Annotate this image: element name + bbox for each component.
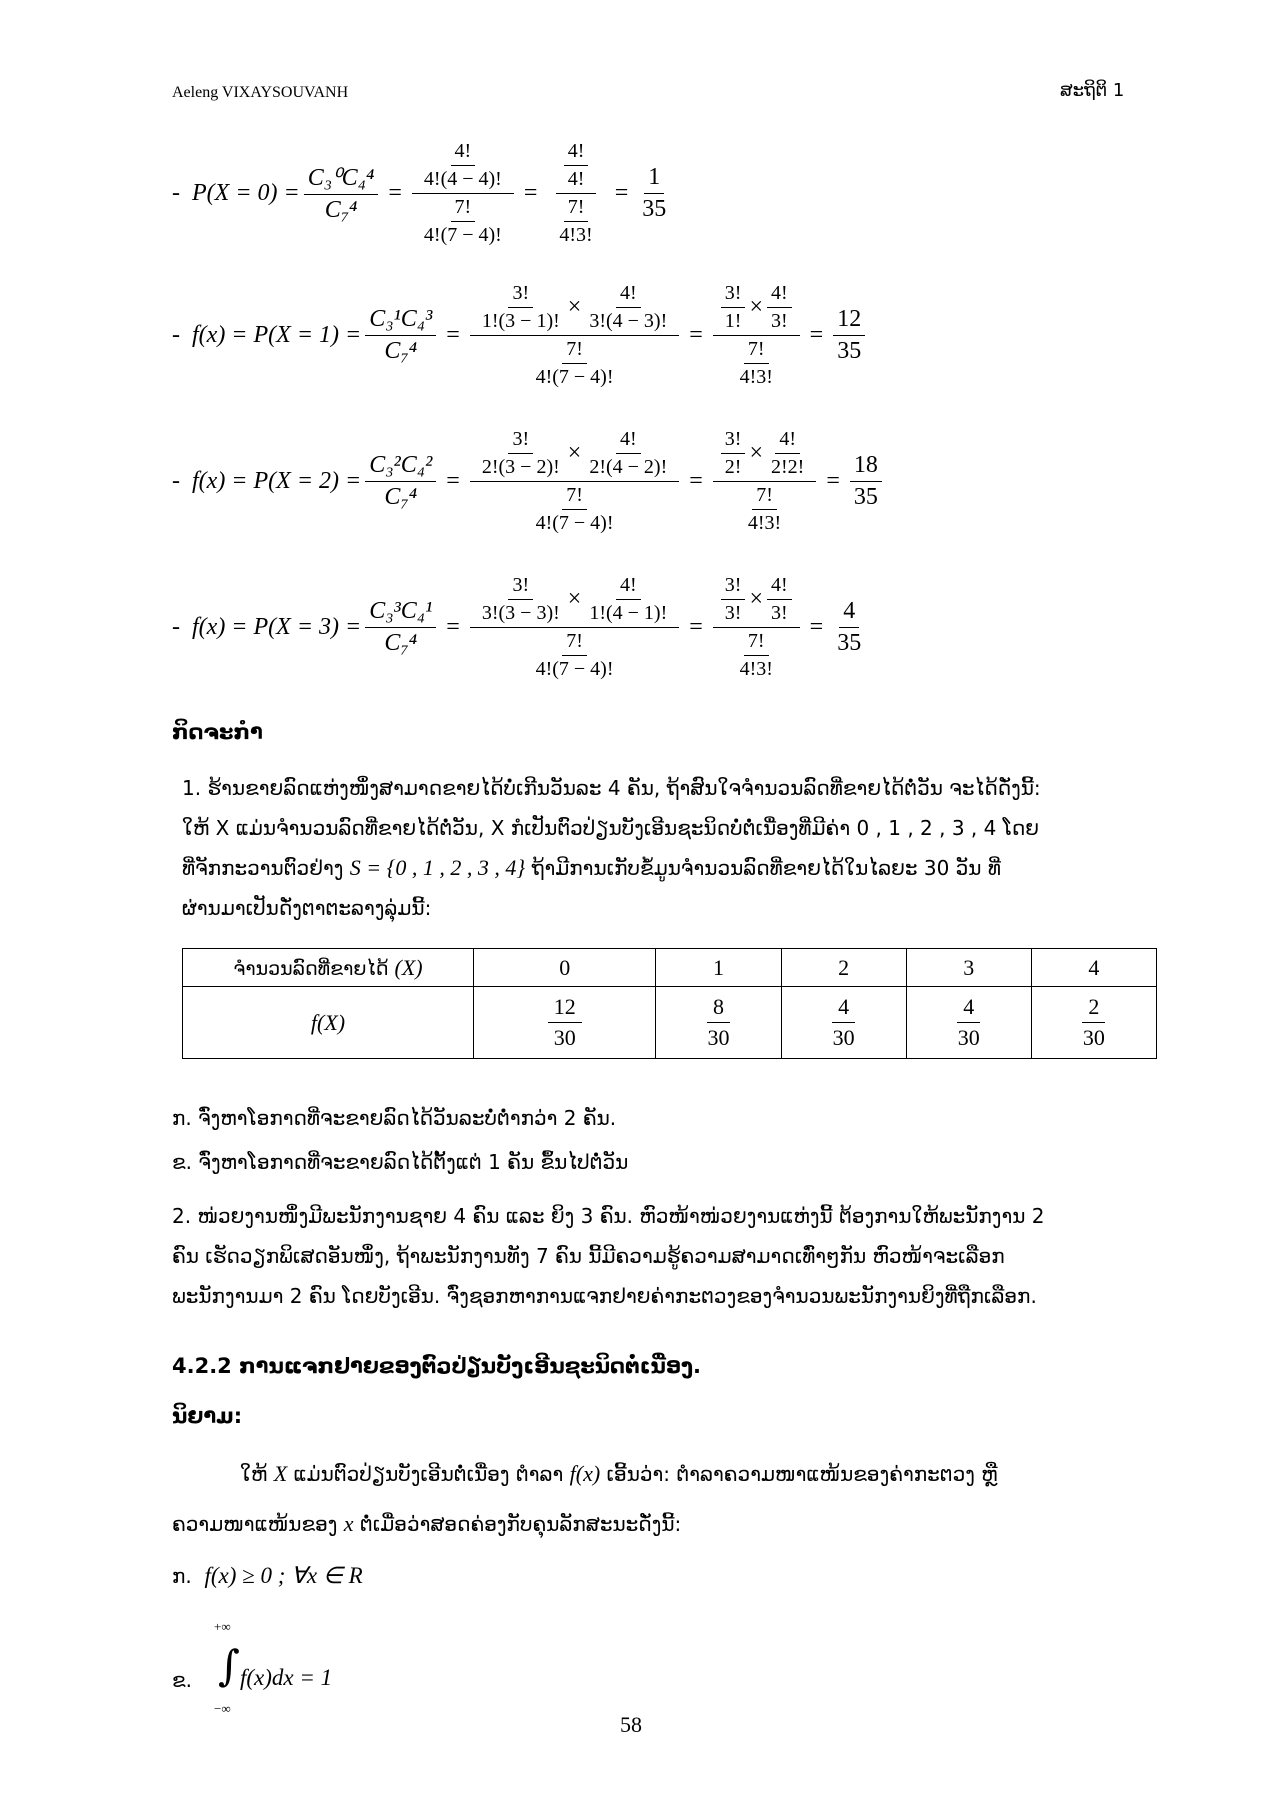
definition-line-1: ໃຫ້ X ແມ່ນຕົວປ່ຽນບັງເອີນຕໍ່ເນື່ອງ ຕຳລາ f(x) ເອີ້ນວ່າ: ຕຳລາຄວາມໜາແໜ້ນຂອງຄ່າກະຕວງ ຫຼື xyxy=(240,1461,998,1486)
comb-fraction: $\frac{\text{C₃²C₄²}}{\text{C₇⁴}}$ xyxy=(365,452,436,511)
page-number: 58 xyxy=(620,1712,642,1737)
table-cell: $\frac{12}{30}$ xyxy=(474,987,656,1059)
activity-paragraph-1: 1. ຮ້ານຂາຍລົດແຫ່ງໜຶ່ງສາມາດຂາຍໄດ້ບໍ່ເກີນວັນລະ 4 ຄັນ, ຖ້າສົນໃຈຈຳນວນລົດທີ່ຂາຍໄດ້ຕໍ່ວັນ ຈະໄດ້ດັ່ງນີ້: ໃຫ້ X ແມ່ນຈຳນວນລົດທີ່ຂາຍໄດ້ຕໍ່ວັນ, X ກໍເປັນຕົວປ່ຽນບັງເອີນຊະນິດບໍ່ຕໍ່ເນື່ອງທີ່ມີຄ່າ 0 , 1 , 2 , 3 , 4 ໂດຍ ທີ່ຈັກກະວານຕົວຢ່າງ S = {0 , 1 , 2 , 3 , 4} ຖ້າມີການເກັບຂໍ້ມູນຈຳນວນລົດທີ່ຂາຍໄດ້ໃນໄລຍະ 30 ວັນ ທີ່ ຜ່ານມາເປັນດັ່ງຕາຕະລາງລຸ່ມນີ້: xyxy=(182,776,1041,920)
table-cell: $\frac{8}{30}$ xyxy=(656,987,781,1059)
table-cell: $\frac{4}{30}$ xyxy=(781,987,906,1059)
result-fraction: $\frac{18}{35}$ xyxy=(850,452,882,511)
equation-x0: - P(X = 0) = $\frac{\text{C₃⁰C₄⁴}}{\text{C₇⁴}}$ = $\frac{\frac{4!}{4!(4 - 4)!}}{\frac{7!}{4!(7 - 4)!}}$ = $\frac{\frac{4!}{4!}}{\frac{7!}{4!3!}}$ = $\frac{1}{35}$ xyxy=(172,140,674,247)
eq-lhs: f(x) = P(X = 2) = xyxy=(192,468,362,494)
table-cell: $\frac{4}{30}$ xyxy=(906,987,1031,1059)
simplified-fraction: $\frac{3!}{2!}$ × $\frac{4!}{2!2!}$ $\frac{7!}{4!3!}$ xyxy=(713,428,817,535)
table-cell: $\frac{2}{30}$ xyxy=(1031,987,1156,1059)
definition-label: ນິຍາມ: xyxy=(172,1404,243,1428)
sales-table xyxy=(182,948,1157,1059)
comb-fraction: $\frac{\text{C₃⁰C₄⁴}}{\text{C₇⁴}}$ xyxy=(304,163,379,224)
section-heading: 4.2.2 ການແຈກຢາຍຂອງຕົວປ່ຽນບັງເອີນຊະນິດຕໍ່ເນື່ອງ. xyxy=(172,1354,702,1378)
table-cell: 4 xyxy=(1031,949,1156,987)
simplified-fraction: $\frac{3!}{3!}$ × $\frac{4!}{3!}$ $\frac{7!}{4!3!}$ xyxy=(713,574,800,681)
equation-x3: - f(x) = P(X = 3) = $\frac{\text{C₃³C₄¹}}{\text{C₇⁴}}$ = $\frac{3!}{3!(3 - 3)!}$ × $\frac{4!}{1!(4 - 1)!}$ $\frac{7!}{4!(7 - 4)!}$ = $\frac{3!}{3!}$ × $\frac{4!}{3!}$ $\frac{7!}{4!3!}$ = $\frac{4}{35}$ xyxy=(172,574,869,681)
factorial-fraction: $\frac{3!}{2!(3 - 2)!}$ × $\frac{4!}{2!(4 - 2)!}$ $\frac{7!}{4!(7 - 4)!}$ xyxy=(470,428,679,535)
eq-lhs: f(x) = P(X = 3) = xyxy=(192,614,362,640)
eq-lhs: f(x) = P(X = 1) = xyxy=(192,322,362,348)
table-row xyxy=(183,949,1157,987)
condition-a: ກ. f(x) ≥ 0 ; ∀x ∈ R xyxy=(172,1563,363,1588)
question-b: ຂ. ຈົ່ງຫາໂອກາດທີ່ຈະຂາຍລົດໄດ້ຕັ້ງແຕ່ 1 ຄັນ ຂຶ້ນໄປຕໍ່ວັນ xyxy=(172,1150,629,1174)
result-fraction: $\frac{12}{35}$ xyxy=(833,306,865,365)
factorial-fraction: $\frac{3!}{3!(3 - 3)!}$ × $\frac{4!}{1!(4 - 1)!}$ $\frac{7!}{4!(7 - 4)!}$ xyxy=(470,574,679,681)
result-fraction: $\frac{4}{35}$ xyxy=(837,598,862,656)
table-row xyxy=(183,987,1157,1059)
table-cell: 0 xyxy=(474,949,656,987)
table-header-cell: ຈຳນວນລົດທີ່ຂາຍໄດ້ (X) xyxy=(183,949,474,987)
table-header-cell: f(X) xyxy=(183,987,474,1059)
factorial-fraction: $\frac{\frac{4!}{4!(4 - 4)!}}{\frac{7!}{4!(7 - 4)!}}$ xyxy=(412,140,514,247)
comb-fraction: $\frac{\text{C₃³C₄¹}}{\text{C₇⁴}}$ xyxy=(365,598,436,657)
header-author: Aeleng VIXAYSOUVANH xyxy=(172,84,349,101)
activity-paragraph-2: 2. ໜ່ວຍງານໜຶ່ງມີພະນັກງານຊາຍ 4 ຄົນ ແລະ ຍິງ 3 ຄົນ. ຫົວໜ້າໜ່ວຍງານແຫ່ງນີ້ ຕ້ອງການໃຫ້ພະນັກງານ 2 ຄົນ ເຮັດວຽກພິເສດອັນໜຶ່ງ, ຖ້າພະນັກງານທັງ 7 ຄົນ ນີ້ມີຄວາມຮູ້ຄວາມສາມາດເທົ່າໆກັນ ຫົວໜ້າຈະເລືອກ ພະນັກງານມາ 2 ຄົນ ໂດຍບັງເອີນ. ຈົ່ງຊອກຫາການແຈກຢາຍຄ່າກະຕວງຂອງຈຳນວນພະນັກງານຍິງທີ່ຖືກເລືອກ. xyxy=(172,1204,1045,1308)
eq-lhs: P(X = 0) = xyxy=(192,180,300,206)
factorial-fraction: $\frac{3!}{1!(3 - 1)!}$ × $\frac{4!}{3!(4 - 3)!}$ $\frac{7!}{4!(7 - 4)!}$ xyxy=(470,282,679,389)
equation-x1: - f(x) = P(X = 1) = $\frac{\text{C₃¹C₄³}}{\text{C₇⁴}}$ = $\frac{3!}{1!(3 - 1)!}$ × $\frac{4!}{3!(4 - 3)!}$ $\frac{7!}{4!(7 - 4)!}$ = $\frac{3!}{1!}$ × $\frac{4!}{3!}$ $\frac{7!}{4!3!}$ = $\frac{12}{35}$ xyxy=(172,282,869,389)
definition-line-2: ຄວາມໜາແໜ້ນຂອງ x ຕໍ່ເມື່ອວ່າສອດຄ່ອງກັບຄຸນລັກສະນະດັ່ງນີ້: xyxy=(172,1511,682,1536)
eq-bullet: - xyxy=(172,180,180,206)
simplified-fraction: $\frac{\frac{4!}{4!}}{\frac{7!}{4!3!}}$ xyxy=(547,140,604,247)
header-subject: ສະຖິຕິ 1 xyxy=(1060,80,1125,101)
equation-x2: - f(x) = P(X = 2) = $\frac{\text{C₃²C₄²}}{\text{C₇⁴}}$ = $\frac{3!}{2!(3 - 2)!}$ × $\frac{4!}{2!(4 - 2)!}$ $\frac{7!}{4!(7 - 4)!}$ = $\frac{3!}{2!}$ × $\frac{4!}{2!2!}$ $\frac{7!}{4!3!}$ = $\frac{18}{35}$ xyxy=(172,428,886,535)
table-cell: 3 xyxy=(906,949,1031,987)
result-fraction: $\frac{1}{35}$ xyxy=(642,164,667,222)
simplified-fraction: $\frac{3!}{1!}$ × $\frac{4!}{3!}$ $\frac{7!}{4!3!}$ xyxy=(713,282,800,389)
table-cell: 1 xyxy=(656,949,781,987)
table-cell: 2 xyxy=(781,949,906,987)
question-a: ກ. ຈົ່ງຫາໂອກາດທີ່ຈະຂາຍລົດໄດ້ວັນລະບໍ່ຕ່ຳກວ່າ 2 ຄັນ. xyxy=(172,1106,617,1130)
comb-fraction: $\frac{\text{C₃¹C₄³}}{\text{C₇⁴}}$ xyxy=(365,306,436,365)
activity-heading: ກິດຈະກຳ xyxy=(172,720,263,744)
